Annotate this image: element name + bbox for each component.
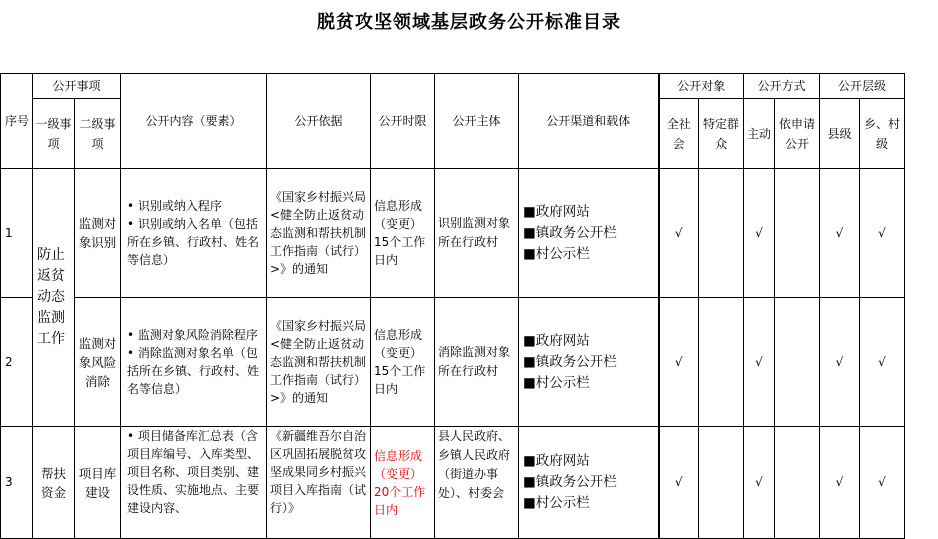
row-content xyxy=(121,169,267,298)
content-item: • 项目储备库汇总表（含项目库编号、入库类型、项目名称、项目类别、建设性质、实施地点、主要建设内容、 xyxy=(127,429,260,515)
check-method-active: √ xyxy=(744,169,775,298)
header-level-town: 乡、村级 xyxy=(860,99,905,169)
header-level-county: 县级 xyxy=(820,99,860,169)
header-audience-all: 全社会 xyxy=(659,99,699,169)
check-level-town: √ xyxy=(860,298,905,427)
header-items-group: 公开事项 xyxy=(33,74,121,99)
row-basis: 《新疆维吾尔自治区巩固拓展脱贫攻坚成果同乡村振兴项目入库指南（试行）》 xyxy=(267,427,371,539)
header-audience-specific: 特定群众 xyxy=(699,99,744,169)
row-level2: 监测对象识别 xyxy=(75,169,121,298)
check-method-request xyxy=(775,169,820,298)
row-time-limit: 信息形成（变更）15个工作日内 xyxy=(371,298,435,427)
header-content: 公开内容（要素） xyxy=(121,74,267,169)
check-method-active: √ xyxy=(744,427,775,539)
check-method-request xyxy=(775,427,820,539)
content-item: • 消除监测对象名单（包括所在乡镇、行政村、姓名等信息） xyxy=(127,346,260,396)
check-audience-all: √ xyxy=(659,427,699,539)
row-seq: 1 xyxy=(1,169,33,298)
content-item: • 识别或纳入名单（包括所在乡镇、行政村、姓名等信息） xyxy=(127,217,260,267)
header-basis: 公开依据 xyxy=(267,74,371,169)
row-seq: 3 xyxy=(1,427,33,539)
channel-item: ■政府网站 xyxy=(523,203,590,220)
disclosure-table xyxy=(0,73,905,539)
check-level-county: √ xyxy=(820,169,860,298)
row-time-limit: 信息形成（变更）15个工作日内 xyxy=(371,169,435,298)
channel-item: ■镇政务公开栏 xyxy=(523,224,617,241)
check-level-county: √ xyxy=(820,298,860,427)
header-method-active: 主动 xyxy=(744,99,775,169)
row-subject: 识别监测对象所在行政村 xyxy=(435,169,519,298)
check-audience-specific xyxy=(699,427,744,539)
table-row xyxy=(1,169,905,298)
row-level1: 帮扶资金 xyxy=(33,427,75,539)
check-method-active: √ xyxy=(744,298,775,427)
check-level-town: √ xyxy=(860,427,905,539)
row-level2: 监测对象风险消除 xyxy=(75,298,121,427)
row-content xyxy=(121,427,267,539)
row-channel xyxy=(519,298,659,427)
row-time-limit: 信息形成（变更）20个工作日内 xyxy=(371,427,435,539)
header-method-request: 依申请公开 xyxy=(775,99,820,169)
channel-item: ■村公示栏 xyxy=(523,374,590,391)
row-level2: 项目库建设 xyxy=(75,427,121,539)
header-level2: 二级事项 xyxy=(75,99,121,169)
channel-item: ■村公示栏 xyxy=(523,495,590,511)
check-level-county: √ xyxy=(820,427,860,539)
header-seq: 序号 xyxy=(1,74,33,169)
row-basis: 《国家乡村振兴局<健全防止返贫动态监测和帮扶机制工作指南（试行）>》的通知 xyxy=(267,298,371,427)
row-subject: 县人民政府、乡镇人民政府（街道办事处）、村委会 xyxy=(435,427,519,539)
header-audience-group: 公开对象 xyxy=(659,74,744,99)
channel-item: ■镇政务公开栏 xyxy=(523,474,617,490)
check-method-request xyxy=(775,298,820,427)
header-channel: 公开渠道和载体 xyxy=(519,74,659,169)
row-basis: 《国家乡村振兴局<健全防止返贫动态监测和帮扶机制工作指南（试行）>》的通知 xyxy=(267,169,371,298)
table-row xyxy=(1,298,905,427)
header-level-group: 公开层级 xyxy=(820,74,905,99)
channel-item: ■政府网站 xyxy=(523,332,590,349)
header-level1: 一级事项 xyxy=(33,99,75,169)
channel-item: ■政府网站 xyxy=(523,453,590,469)
channel-item: ■村公示栏 xyxy=(523,245,590,262)
content-item: • 监测对象风险消除程序 xyxy=(127,328,258,342)
row-channel xyxy=(519,427,659,539)
row-level1: 防止返贫动态监测工作 xyxy=(33,169,75,427)
table-row xyxy=(1,427,905,539)
check-audience-all: √ xyxy=(659,169,699,298)
row-subject: 消除监测对象所在行政村 xyxy=(435,298,519,427)
check-audience-all: √ xyxy=(659,298,699,427)
row-channel xyxy=(519,169,659,298)
check-audience-specific xyxy=(699,298,744,427)
row-content xyxy=(121,298,267,427)
content-item: • 识别或纳入程序 xyxy=(127,199,222,213)
check-audience-specific xyxy=(699,169,744,298)
header-method-group: 公开方式 xyxy=(744,74,820,99)
check-level-town: √ xyxy=(860,169,905,298)
header-time-limit: 公开时限 xyxy=(371,74,435,169)
channel-item: ■镇政务公开栏 xyxy=(523,353,617,370)
row-seq: 2 xyxy=(1,298,33,427)
header-subject: 公开主体 xyxy=(435,74,519,169)
document-title: 脱贫攻坚领域基层政务公开标准目录 xyxy=(317,12,621,33)
